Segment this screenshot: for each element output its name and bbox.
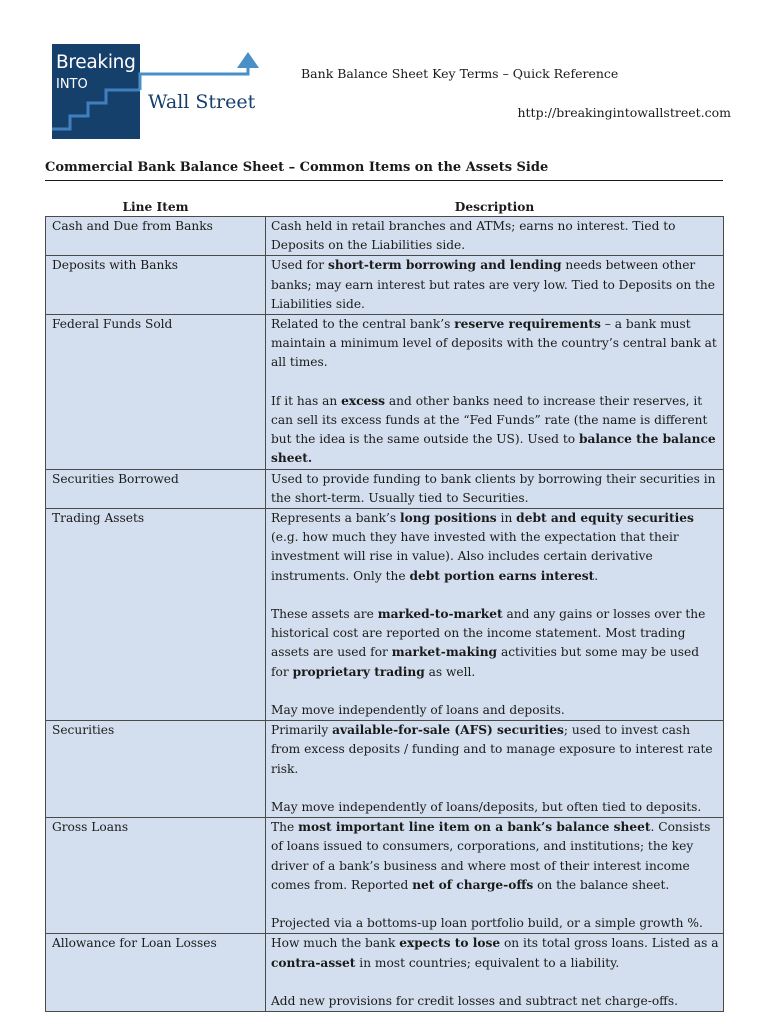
text-run: and any gains or losses over the historical cost are reported on the income statement. Most trading assets are used for bbox=[271, 607, 706, 660]
text-run: on the balance sheet. bbox=[533, 877, 670, 892]
bold-term: market-making bbox=[391, 645, 498, 660]
text-run: Used to provide funding to bank clients by borrowing their securities in the short-term. Usually tied to Securities. bbox=[271, 471, 716, 505]
text-run: Used for bbox=[271, 258, 328, 273]
text-run: Add new provisions for credit losses and subtract net charge-offs. bbox=[271, 994, 678, 1009]
description-paragraph bbox=[271, 256, 719, 314]
line-item-cell: Federal Funds Sold bbox=[46, 315, 266, 470]
bold-term: marked-to-market bbox=[377, 607, 503, 622]
bold-term: available-for-sale (AFS) securities bbox=[332, 723, 564, 738]
text-run: activities but some may be used for bbox=[271, 645, 700, 679]
description-paragraph bbox=[271, 470, 719, 508]
text-run: May move independently of loans and deposits. bbox=[271, 703, 565, 718]
description-cell bbox=[266, 217, 724, 256]
text-run: Represents a bank’s bbox=[271, 511, 401, 526]
text-run: needs between other banks; may earn interest but rates are very low. Tied to Deposits on the Liabilities side. bbox=[271, 258, 715, 311]
text-run: Projected via a bottoms-up loan portfolio build, or a simple growth %. bbox=[271, 916, 703, 931]
text-run: Cash held in retail branches and ATMs; earns no interest. Tied to Deposits on the Liabilities side. bbox=[271, 219, 676, 253]
text-run: (e.g. how much they have invested with the expectation that their investment will rise in value). Also includes certain derivative instruments. Only the bbox=[271, 530, 679, 583]
line-item-cell: Gross Loans bbox=[46, 818, 266, 934]
logo-text-breaking: Breaking bbox=[56, 52, 136, 73]
text-run: These assets are bbox=[271, 607, 378, 622]
text-run: in bbox=[496, 511, 517, 526]
table-row bbox=[46, 315, 724, 470]
text-run: Primarily bbox=[271, 723, 333, 738]
text-run: on its total gross loans. Listed as a bbox=[500, 936, 719, 951]
line-item-cell: Securities bbox=[46, 721, 266, 818]
description-paragraph bbox=[271, 701, 719, 720]
key-terms-table bbox=[45, 198, 724, 1012]
table-row bbox=[46, 721, 724, 818]
column-header-line-item: Line Item bbox=[122, 200, 189, 214]
bold-term: expects to lose bbox=[399, 936, 501, 951]
text-run: The bbox=[271, 820, 299, 835]
description-paragraph bbox=[271, 509, 719, 586]
table-row bbox=[46, 469, 724, 508]
table-body bbox=[46, 217, 724, 1012]
description-cell bbox=[266, 934, 724, 1012]
text-run: . Consists of loans issued to consumers, corporations, and institutions; the key driver of a bank’s business and where most of their interest income comes from. Reported bbox=[271, 820, 711, 892]
description-cell bbox=[266, 469, 724, 508]
text-run: in most countries; equivalent to a liability. bbox=[355, 955, 620, 970]
table-row bbox=[46, 217, 724, 256]
logo-text-wall-street: Wall Street bbox=[148, 91, 256, 113]
table-row bbox=[46, 509, 724, 721]
breaking-into-wall-street-logo bbox=[52, 44, 264, 139]
description-paragraph bbox=[271, 315, 719, 373]
description-paragraph bbox=[271, 934, 719, 972]
line-item-cell: Cash and Due from Banks bbox=[46, 217, 266, 256]
bold-term: debt and equity securities bbox=[516, 511, 694, 526]
description-cell bbox=[266, 818, 724, 934]
description-paragraph bbox=[271, 721, 719, 779]
bold-term: most important line item on a bank’s balance sheet bbox=[298, 820, 651, 835]
bold-term: contra-asset bbox=[271, 955, 356, 970]
description-cell bbox=[266, 256, 724, 315]
table-header-row bbox=[46, 198, 724, 217]
table-row bbox=[46, 256, 724, 315]
text-run: If it has an bbox=[271, 393, 342, 408]
line-item-cell: Deposits with Banks bbox=[46, 256, 266, 315]
bold-term: proprietary trading bbox=[292, 664, 425, 679]
description-paragraph bbox=[271, 914, 719, 933]
table-row bbox=[46, 934, 724, 1012]
text-run: Related to the central bank’s bbox=[271, 317, 455, 332]
bold-term: debt portion earns interest bbox=[409, 568, 595, 583]
description-paragraph bbox=[271, 818, 719, 895]
bold-term: short-term borrowing and lending bbox=[327, 258, 562, 273]
text-run: as well. bbox=[424, 664, 476, 679]
description-paragraph bbox=[271, 392, 719, 469]
description-cell bbox=[266, 509, 724, 721]
description-cell bbox=[266, 315, 724, 470]
description-cell bbox=[266, 721, 724, 818]
text-run: How much the bank bbox=[271, 936, 400, 951]
description-paragraph bbox=[271, 798, 719, 817]
bold-term: balance the balance sheet. bbox=[271, 432, 716, 466]
bold-term: long positions bbox=[400, 511, 497, 526]
bold-term: excess bbox=[341, 393, 386, 408]
text-run: May move independently of loans/deposits, but often tied to deposits. bbox=[271, 800, 702, 815]
description-paragraph bbox=[271, 217, 719, 255]
text-run: . bbox=[594, 568, 599, 583]
table-row bbox=[46, 818, 724, 934]
text-run: ; used to invest cash from excess deposits / funding and to manage exposure to interest rate risk. bbox=[271, 723, 713, 776]
website-url: http://breakingintowallstreet.com bbox=[517, 105, 731, 120]
bold-term: net of charge-offs bbox=[412, 877, 534, 892]
line-item-cell: Trading Assets bbox=[46, 509, 266, 721]
document-title: Bank Balance Sheet Key Terms – Quick Reference bbox=[301, 66, 619, 81]
section-divider bbox=[45, 180, 723, 181]
description-paragraph bbox=[271, 992, 719, 1011]
line-item-cell: Allowance for Loan Losses bbox=[46, 934, 266, 1012]
column-header-description: Description bbox=[454, 200, 535, 214]
logo-text-into: INTO bbox=[56, 77, 88, 92]
line-item-cell: Securities Borrowed bbox=[46, 469, 266, 508]
bold-term: reserve requirements bbox=[454, 317, 601, 332]
text-run: and other banks need to increase their reserves, it can sell its excess funds at the “Fed Funds” rate (the name is different but the idea is the same outside the US). Used to bbox=[271, 393, 708, 447]
description-paragraph bbox=[271, 605, 719, 682]
section-heading: Commercial Bank Balance Sheet – Common Items on the Assets Side bbox=[45, 160, 549, 175]
text-run: – a bank must maintain a minimum level of deposits with the country’s central bank at all times. bbox=[271, 317, 717, 370]
